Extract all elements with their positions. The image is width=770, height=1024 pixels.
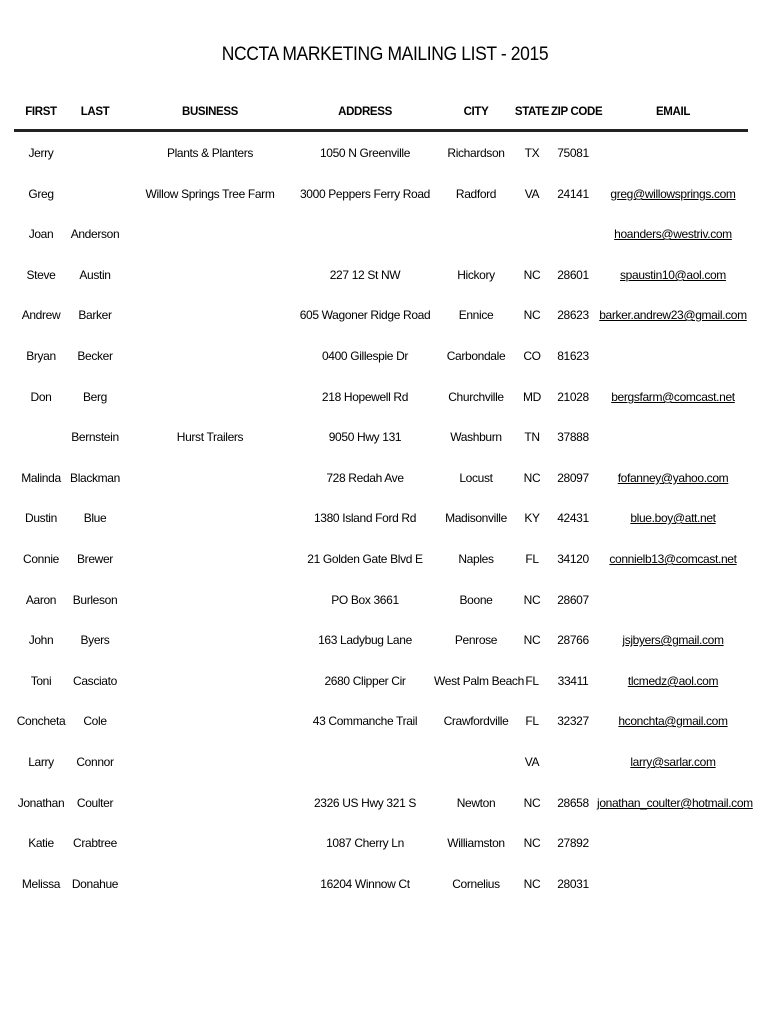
table-row <box>0 427 770 447</box>
address-cell: 2680 Clipper Cir <box>324 674 406 688</box>
email-link[interactable]: spaustin10@aol.com <box>620 268 726 282</box>
address-cell: 605 Wagoner Ridge Road <box>299 308 431 322</box>
address-cell: 227 12 St NW <box>329 268 401 282</box>
business-cell <box>140 630 280 650</box>
first-name-cell: Katie <box>28 836 54 850</box>
business-cell: Willow Springs Tree Farm <box>145 187 275 201</box>
zip-code-cell: 81623 <box>557 349 589 363</box>
last-name-cell: Burleson <box>72 593 118 607</box>
city-cell: Hickory <box>457 268 495 282</box>
zip-code-cell: 28607 <box>557 593 589 607</box>
last-name-cell: Barker <box>78 308 112 322</box>
business-cell <box>140 590 280 610</box>
header-state: STATE <box>514 106 550 118</box>
last-name-cell: Blue <box>83 511 107 525</box>
state-cell: FL <box>525 674 539 688</box>
table-row <box>0 833 770 853</box>
table-row <box>0 590 770 610</box>
zip-code-cell: 33411 <box>557 674 589 688</box>
city-cell <box>434 752 518 772</box>
email-cell <box>597 630 749 650</box>
last-name-cell: Cole <box>83 714 107 728</box>
zip-code-cell: 28766 <box>557 633 589 647</box>
email-link[interactable]: blue.boy@att.net <box>630 511 716 525</box>
city-cell: Washburn <box>450 430 502 444</box>
business-cell: Hurst Trailers <box>176 430 244 444</box>
city-cell: Naples <box>458 552 494 566</box>
address-cell: 728 Redah Ave <box>326 471 404 485</box>
zip-code-cell: 42431 <box>557 511 589 525</box>
email-cell <box>597 346 749 366</box>
email-link[interactable]: hoanders@westriv.com <box>614 227 732 241</box>
business-cell <box>140 265 280 285</box>
city-cell: West Palm Beach <box>434 674 524 688</box>
first-name-cell: Toni <box>30 674 52 688</box>
state-cell: NC <box>523 308 541 322</box>
last-name-cell: Bernstein <box>71 430 119 444</box>
last-name-cell: Casciato <box>73 674 117 688</box>
city-cell: Crawfordville <box>443 714 509 728</box>
first-name-cell: Concheta <box>16 714 66 728</box>
email-cell <box>597 387 749 407</box>
address-cell: 1050 N Greenville <box>319 146 411 160</box>
address-cell: 1087 Cherry Ln <box>326 836 404 850</box>
first-name-cell: Don <box>30 390 52 404</box>
first-name-cell: Greg <box>28 187 54 201</box>
zip-code-cell: 32327 <box>557 714 589 728</box>
email-link[interactable]: greg@willowsprings.com <box>610 187 736 201</box>
address-cell: 16204 Winnow Ct <box>320 877 410 891</box>
zip-code-cell: 27892 <box>557 836 589 850</box>
table-row <box>0 143 770 163</box>
email-link[interactable]: larry@sarlar.com <box>630 755 716 769</box>
email-cell <box>597 752 749 772</box>
zip-code-cell: 21028 <box>557 390 589 404</box>
first-name-cell: Jerry <box>28 146 54 160</box>
address-cell: 2326 US Hwy 321 S <box>313 796 417 810</box>
zip-code-cell: 28031 <box>557 877 589 891</box>
state-cell: NC <box>523 796 541 810</box>
address-cell: 0400 Gillespie Dr <box>321 349 409 363</box>
header-email: EMAIL <box>655 106 691 118</box>
address-cell: 9050 Hwy 131 <box>328 430 402 444</box>
email-cell <box>597 833 749 853</box>
business-cell: Plants & Planters <box>166 146 254 160</box>
state-cell: VA <box>524 187 540 201</box>
address-cell <box>295 752 435 772</box>
first-name-cell: Jonathan <box>17 796 65 810</box>
business-cell <box>140 468 280 488</box>
business-cell <box>140 387 280 407</box>
city-cell: Radford <box>455 187 497 201</box>
email-cell <box>597 711 749 731</box>
table-row <box>0 468 770 488</box>
table-header-row <box>0 102 770 122</box>
state-cell: TN <box>524 430 540 444</box>
first-name-cell: Melissa <box>21 877 61 891</box>
email-cell <box>597 549 749 569</box>
state-cell: FL <box>525 714 539 728</box>
business-cell <box>140 346 280 366</box>
address-cell <box>295 224 435 244</box>
table-row <box>0 305 770 325</box>
zip-code-cell: 28658 <box>557 796 589 810</box>
table-row <box>0 630 770 650</box>
header-first: FIRST <box>25 106 57 118</box>
zip-code-cell: 75081 <box>557 146 589 160</box>
first-name-cell: John <box>28 633 54 647</box>
email-cell <box>597 427 749 447</box>
table-row <box>0 549 770 569</box>
state-cell: KY <box>524 511 540 525</box>
zip-code-cell <box>550 224 596 244</box>
table-row <box>0 508 770 528</box>
first-name-cell: Malinda <box>21 471 61 485</box>
business-cell <box>140 793 280 813</box>
page-title: NCCTA MARKETING MAILING LIST - 2015 <box>221 44 549 65</box>
last-name-cell <box>66 184 124 204</box>
city-cell: Churchville <box>448 390 504 404</box>
last-name-cell: Coulter <box>76 796 114 810</box>
address-cell: 163 Ladybug Lane <box>318 633 412 647</box>
email-cell <box>597 184 749 204</box>
email-cell <box>597 793 753 813</box>
city-cell: Williamston <box>447 836 505 850</box>
city-cell <box>434 224 518 244</box>
header-city: CITY <box>463 106 489 118</box>
first-name-cell: Andrew <box>21 308 61 322</box>
city-cell: Newton <box>456 796 496 810</box>
header-zip-code: ZIP CODE <box>551 106 603 118</box>
last-name-cell: Donahue <box>71 877 119 891</box>
last-name-cell: Anderson <box>70 227 120 241</box>
header-divider <box>14 129 748 132</box>
state-cell: NC <box>523 633 541 647</box>
state-cell: VA <box>524 755 540 769</box>
address-cell: 3000 Peppers Ferry Road <box>299 187 431 201</box>
last-name-cell: Connor <box>76 755 114 769</box>
address-cell: 1380 Island Ford Rd <box>313 511 417 525</box>
city-cell: Boone <box>459 593 493 607</box>
last-name-cell: Byers <box>80 633 110 647</box>
header-business: BUSINESS <box>182 106 238 118</box>
email-cell <box>597 224 749 244</box>
state-cell: NC <box>523 877 541 891</box>
email-cell <box>597 468 749 488</box>
zip-code-cell: 28097 <box>557 471 589 485</box>
last-name-cell: Crabtree <box>73 836 117 850</box>
zip-code-cell: 34120 <box>557 552 589 566</box>
header-address: ADDRESS <box>338 106 392 118</box>
state-cell: TX <box>524 146 540 160</box>
last-name-cell: Austin <box>79 268 111 282</box>
state-cell: CO <box>523 349 541 363</box>
first-name-cell: Connie <box>23 552 59 566</box>
state-cell: NC <box>523 471 541 485</box>
first-name-cell: Dustin <box>25 511 57 525</box>
table-row <box>0 265 770 285</box>
first-name-cell: Joan <box>28 227 54 241</box>
address-cell: 21 Golden Gate Blvd E <box>307 552 423 566</box>
business-cell <box>140 224 280 244</box>
business-cell <box>140 671 280 691</box>
zip-code-cell: 37888 <box>557 430 589 444</box>
last-name-cell: Berg <box>83 390 107 404</box>
zip-code-cell <box>550 752 596 772</box>
state-cell: NC <box>523 836 541 850</box>
email-cell <box>597 265 749 285</box>
state-cell: NC <box>523 268 541 282</box>
email-link[interactable]: fofanney@yahoo.com <box>617 471 729 485</box>
email-link[interactable]: jonathan_coulter@hotmail.com <box>597 796 753 810</box>
last-name-cell: Blackman <box>70 471 120 485</box>
table-row <box>0 387 770 407</box>
city-cell: Ennice <box>458 308 494 322</box>
state-cell: NC <box>523 593 541 607</box>
email-cell <box>597 874 749 894</box>
table-row <box>0 793 770 813</box>
email-link[interactable]: bergsfarm@comcast.net <box>611 390 735 404</box>
city-cell: Carbondale <box>446 349 506 363</box>
email-link[interactable]: jsjbyers@gmail.com <box>622 633 724 647</box>
table-row <box>0 874 770 894</box>
state-cell: MD <box>523 390 541 404</box>
business-cell <box>140 874 280 894</box>
table-row <box>0 224 770 244</box>
zip-code-cell: 24141 <box>557 187 589 201</box>
zip-code-cell: 28601 <box>557 268 589 282</box>
city-cell: Penrose <box>454 633 498 647</box>
table-row <box>0 184 770 204</box>
first-name-cell: Larry <box>28 755 54 769</box>
zip-code-cell: 28623 <box>557 308 589 322</box>
email-cell <box>597 305 749 325</box>
last-name-cell: Becker <box>77 349 113 363</box>
last-name-cell <box>66 143 124 163</box>
email-cell <box>597 143 749 163</box>
first-name-cell: Steve <box>26 268 56 282</box>
state-cell: FL <box>525 552 539 566</box>
last-name-cell: Brewer <box>77 552 113 566</box>
table-row <box>0 711 770 731</box>
business-cell <box>140 752 280 772</box>
email-cell <box>597 671 749 691</box>
city-cell: Locust <box>459 471 493 485</box>
state-cell <box>515 224 549 244</box>
address-cell: PO Box 3661 <box>331 593 399 607</box>
first-name-cell <box>14 427 68 447</box>
address-cell: 43 Commanche Trail <box>312 714 418 728</box>
email-cell <box>597 508 749 528</box>
business-cell <box>140 833 280 853</box>
table-row <box>0 752 770 772</box>
email-link[interactable]: connielb13@comcast.net <box>609 552 737 566</box>
email-link[interactable]: tlcmedz@aol.com <box>627 674 719 688</box>
city-cell: Cornelius <box>452 877 500 891</box>
address-cell: 218 Hopewell Rd <box>321 390 409 404</box>
business-cell <box>140 305 280 325</box>
email-link[interactable]: hconchta@gmail.com <box>618 714 728 728</box>
table-row <box>0 346 770 366</box>
first-name-cell: Aaron <box>25 593 57 607</box>
first-name-cell: Bryan <box>26 349 56 363</box>
header-last: LAST <box>80 106 110 118</box>
city-cell: Madisonville <box>445 511 507 525</box>
email-cell <box>597 590 749 610</box>
email-link[interactable]: barker.andrew23@gmail.com <box>599 308 747 322</box>
city-cell: Richardson <box>447 146 505 160</box>
business-cell <box>140 549 280 569</box>
table-row <box>0 671 770 691</box>
business-cell <box>140 711 280 731</box>
business-cell <box>140 508 280 528</box>
